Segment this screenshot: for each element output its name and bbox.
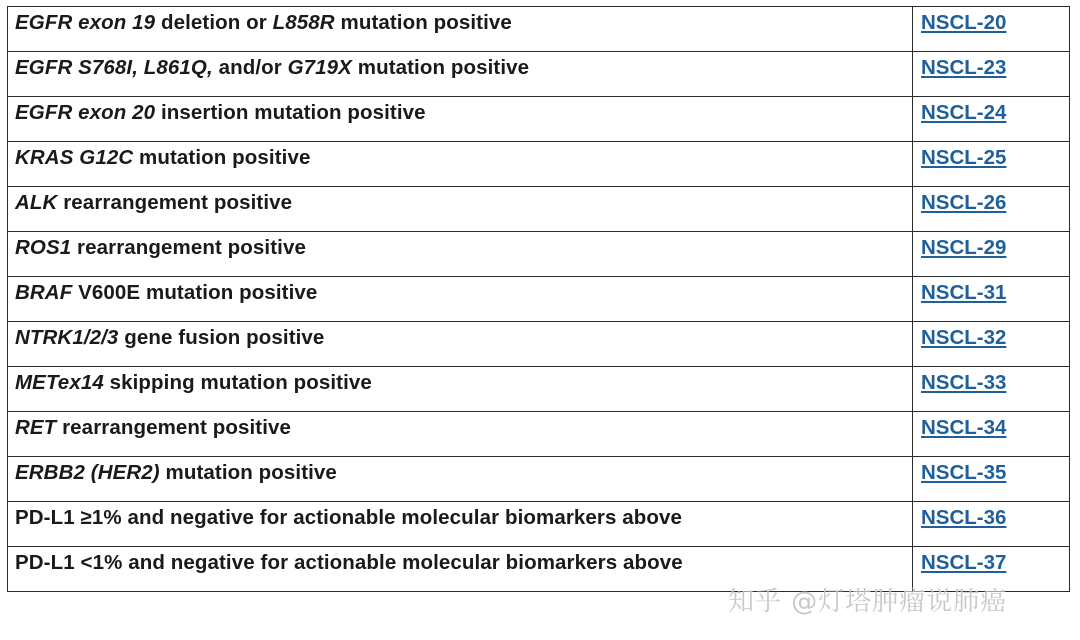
table-row	[8, 7, 1070, 52]
table-row	[8, 502, 1070, 547]
nscl-link-cell	[913, 232, 1070, 277]
nscl-page-link[interactable]: NSCL-31	[921, 281, 1007, 304]
nscl-link-cell	[913, 322, 1070, 367]
table-row	[8, 142, 1070, 187]
biomarker-table	[7, 6, 1070, 592]
nscl-page-link[interactable]: NSCL-24	[921, 101, 1007, 124]
nscl-page-link[interactable]: NSCL-32	[921, 326, 1007, 349]
nscl-link-cell	[913, 97, 1070, 142]
biomarker-description-text: and/or	[212, 56, 288, 79]
nscl-link-cell	[913, 277, 1070, 322]
biomarker-description-cell	[8, 277, 913, 322]
biomarker-description-text: mutation positive	[159, 461, 337, 484]
table-row	[8, 367, 1070, 412]
biomarker-description-text: rearrangement positive	[71, 236, 306, 259]
nscl-page-link[interactable]: NSCL-34	[921, 416, 1007, 439]
biomarker-description-cell	[8, 142, 913, 187]
nscl-link-cell	[913, 367, 1070, 412]
biomarker-description-cell	[8, 7, 913, 52]
biomarker-name-italic: ERBB2 (HER2)	[15, 461, 160, 484]
nscl-link-cell	[913, 457, 1070, 502]
biomarker-name-italic: NTRK1/2/3	[15, 326, 119, 349]
biomarker-description-text: mutation positive	[133, 146, 311, 169]
biomarker-description-text: PD-L1 <1% and negative for actionable molecular biomarkers above	[15, 551, 683, 574]
biomarker-description-cell	[8, 502, 913, 547]
biomarker-name-italic: METex14	[15, 371, 104, 394]
table-body	[8, 7, 1070, 592]
biomarker-description-text: PD-L1 ≥1% and negative for actionable molecular biomarkers above	[15, 506, 683, 529]
biomarker-name-italic: G719X	[287, 56, 352, 79]
nscl-page-link[interactable]: NSCL-36	[921, 506, 1007, 529]
biomarker-description-text: rearrangement positive	[57, 191, 293, 214]
nscl-page-link[interactable]: NSCL-37	[921, 551, 1007, 574]
biomarker-description-cell	[8, 322, 913, 367]
biomarker-description-cell	[8, 52, 913, 97]
biomarker-name-italic: ALK	[15, 191, 58, 214]
table-row	[8, 457, 1070, 502]
table-row	[8, 277, 1070, 322]
nscl-page-link[interactable]: NSCL-20	[921, 11, 1007, 34]
biomarker-name-italic: BRAF	[15, 281, 73, 304]
biomarker-description-text: mutation positive	[351, 56, 530, 79]
nscl-link-cell	[913, 187, 1070, 232]
table-row	[8, 97, 1070, 142]
table-row	[8, 52, 1070, 97]
nscl-link-cell	[913, 52, 1070, 97]
biomarker-description-cell	[8, 232, 913, 277]
biomarker-description-text: V600E mutation positive	[72, 281, 318, 304]
biomarker-description-cell	[8, 187, 913, 232]
nscl-link-cell	[913, 142, 1070, 187]
biomarker-name-italic: EGFR S768I, L861Q,	[15, 56, 213, 79]
nscl-link-cell	[913, 547, 1070, 592]
biomarker-name-italic: ROS1	[15, 236, 72, 259]
biomarker-description-cell	[8, 97, 913, 142]
watermark-text: 知乎 @灯塔肿瘤说肺癌	[728, 587, 1008, 617]
table-row	[8, 232, 1070, 277]
nscl-page-link[interactable]: NSCL-29	[921, 236, 1007, 259]
nscl-link-cell	[913, 7, 1070, 52]
biomarker-description-text: gene fusion positive	[118, 326, 325, 349]
biomarker-description-cell	[8, 412, 913, 457]
nscl-link-cell	[913, 412, 1070, 457]
nscl-page-link[interactable]: NSCL-35	[921, 461, 1007, 484]
nscl-page-link[interactable]: NSCL-25	[921, 146, 1007, 169]
biomarker-description-text: rearrangement positive	[56, 416, 292, 439]
table-row	[8, 412, 1070, 457]
biomarker-description-text: deletion or	[155, 11, 273, 34]
biomarker-description-text: skipping mutation positive	[103, 371, 372, 394]
table-row	[8, 187, 1070, 232]
biomarker-name-italic: KRAS G12C	[15, 146, 134, 169]
biomarker-name-italic: EGFR exon 19	[15, 11, 156, 34]
biomarker-name-italic: RET	[15, 416, 57, 439]
biomarker-name-italic: EGFR exon 20	[15, 101, 156, 124]
table-row	[8, 322, 1070, 367]
table-row	[8, 547, 1070, 592]
nscl-page-link[interactable]: NSCL-23	[921, 56, 1007, 79]
biomarker-description-cell	[8, 547, 913, 592]
nscl-page-link[interactable]: NSCL-33	[921, 371, 1007, 394]
nscl-page-link[interactable]: NSCL-26	[921, 191, 1007, 214]
biomarker-description-text: mutation positive	[334, 11, 512, 34]
biomarker-description-cell	[8, 457, 913, 502]
biomarker-description-text: insertion mutation positive	[155, 101, 426, 124]
biomarker-description-cell	[8, 367, 913, 412]
nscl-link-cell	[913, 502, 1070, 547]
biomarker-name-italic: L858R	[272, 11, 335, 34]
